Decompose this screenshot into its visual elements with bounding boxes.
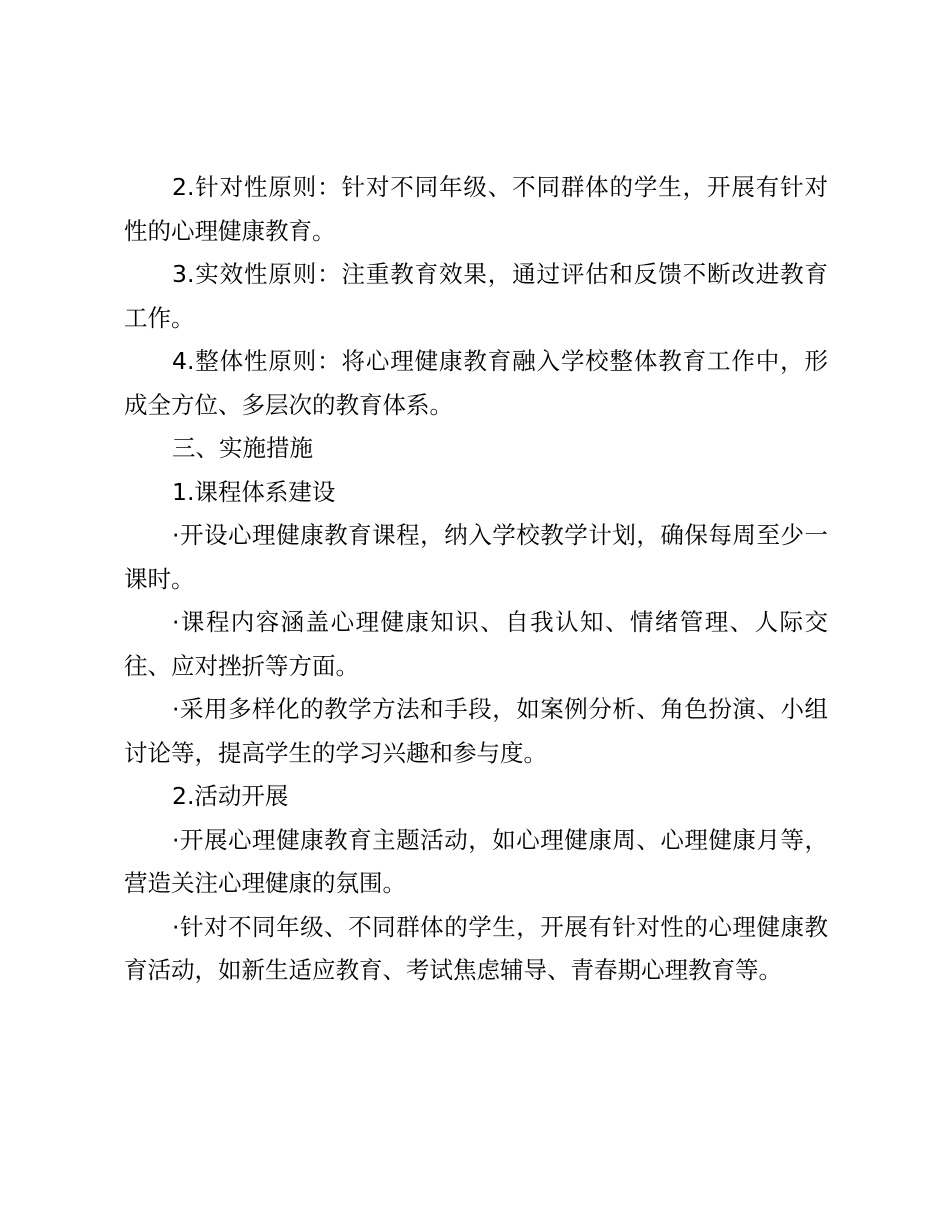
section-heading-measures: 三、实施措施: [172, 434, 313, 462]
bullet-course-content: ·课程内容涵盖心理健康知识、自我认知、情绪管理、人际交往、应对挫折等方面。: [124, 608, 828, 680]
bullet-targeted-activities: ·针对不同年级、不同群体的学生，开展有针对性的心理健康教育活动，如新生适应教育、考试焦虑辅导、青春期心理教育等。: [124, 912, 828, 984]
subheading-activities: 2.活动开展: [172, 782, 289, 810]
bullet-teaching-methods: ·采用多样化的教学方法和手段，如案例分析、角色扮演、小组讨论等，提高学生的学习兴趣和参与度。: [124, 695, 828, 767]
bullet-course-setup: ·开设心理健康教育课程，纳入学校教学计划，确保每周至少一课时。: [124, 521, 828, 593]
principle-targeted: 2.针对性原则：针对不同年级、不同群体的学生，开展有针对性的心理健康教育。: [124, 173, 828, 245]
document-body: [124, 166, 828, 993]
principle-effectiveness: 3.实效性原则：注重教育效果，通过评估和反馈不断改进教育工作。: [124, 260, 828, 332]
subheading-curriculum: 1.课程体系建设: [172, 477, 336, 506]
principle-holistic: 4.整体性原则：将心理健康教育融入学校整体教育工作中，形成全方位、多层次的教育体系。: [124, 347, 828, 419]
bullet-theme-activities: ·开展心理健康教育主题活动，如心理健康周、心理健康月等，营造关注心理健康的氛围。: [124, 825, 828, 897]
